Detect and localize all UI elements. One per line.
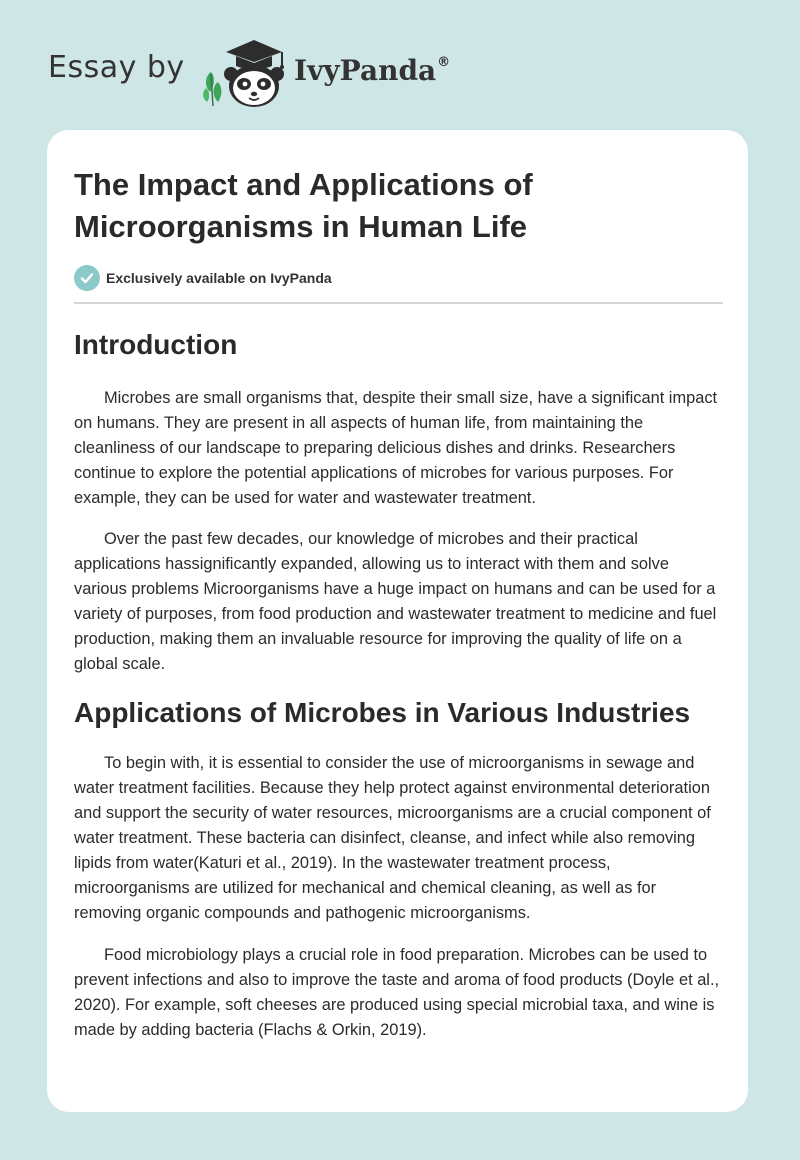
exclusive-label: Exclusively available on IvyPanda — [106, 270, 332, 286]
essay-card — [47, 130, 748, 1112]
ivy-leaf-icon — [203, 72, 221, 106]
registered-mark: ® — [437, 55, 451, 70]
exclusive-badge — [74, 264, 723, 292]
check-icon — [74, 265, 100, 291]
panda-logo-icon[interactable] — [198, 36, 294, 110]
ivypanda-brand[interactable] — [294, 54, 450, 87]
essay-title: The Impact and Applications of Microorganisms in Human Life — [74, 167, 533, 244]
section-heading-introduction: Introduction — [74, 329, 238, 360]
brand-name: IvyPanda — [294, 54, 437, 87]
essay-content — [74, 164, 723, 1043]
essay-by-label: Essay by — [48, 50, 185, 85]
paragraph: Microbes are small organisms that, despite their small size, have a significant impact on humans. They are present in all aspects of human life, from maintaining the cleanliness of our landscape to preparing delicious dishes and drinks. Researchers continue to explore the potential applications of microbes for various purposes. For example, they can be used for water and wastewater treatment. — [74, 389, 718, 507]
divider — [74, 302, 723, 304]
site-header — [0, 0, 800, 130]
paragraph: Food microbiology plays a crucial role in food preparation. Microbes can be used to prevent infections and also to improve the taste and aroma of food products (Doyle et al., 2020). For example, soft cheeses are produced using special microbial taxa, and wine is made by adding bacteria (Flachs & Orkin, 2019). — [74, 946, 720, 1039]
paragraph: To begin with, it is essential to consider the use of microorganisms in sewage and water treatment facilities. Because they help protect against environmental deterioration and support the security of water resources, microorganisms are a crucial component of water treatment. These bacteria can disinfect, cleanse, and infect while also removing lipids from water(Katuri et al., 2019). In the wastewater treatment process, microorganisms are utilized for mechanical and chemical cleaning, as well as for removing organic compounds and pathogenic microorganisms. — [74, 754, 711, 922]
paragraph: Over the past few decades, our knowledge of microbes and their practical applications hassignificantly expanded, allowing us to interact with them and solve various problems Microorganisms have a huge impact on humans and can be used for a variety of purposes, from food production and wastewater treatment to medicine and fuel production, making them an invaluable resource for improving the quality of life on a global scale. — [74, 530, 717, 673]
section-heading-applications: Applications of Microbes in Various Industries — [74, 697, 691, 728]
